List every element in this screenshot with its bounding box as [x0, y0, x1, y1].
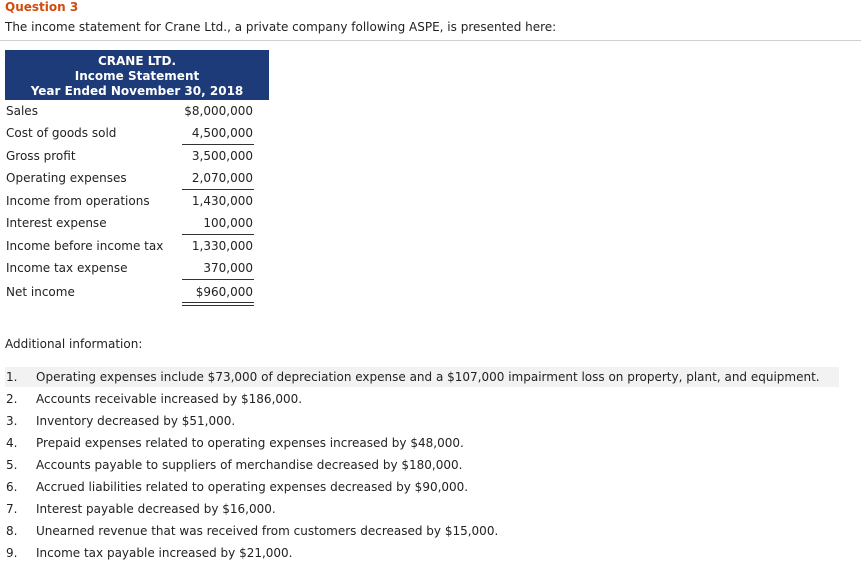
item-text: Inventory decreased by $51,000.	[36, 414, 236, 428]
row-label: Operating expenses	[6, 171, 127, 185]
underline	[182, 144, 254, 145]
item-text: Unearned revenue that was received from customers decreased by $15,000.	[36, 524, 499, 538]
info-item-8	[5, 521, 839, 541]
statement-row-income-from-operations	[6, 191, 256, 211]
row-label: Net income	[6, 285, 75, 299]
row-value: 2,070,000	[191, 171, 253, 185]
row-value: 1,430,000	[191, 194, 253, 208]
item-number: 1.	[6, 370, 18, 384]
item-text: Accounts receivable increased by $186,000.	[36, 392, 303, 406]
underline	[182, 189, 254, 190]
row-label: Income from operations	[6, 194, 150, 208]
row-value: $960,000	[195, 285, 253, 299]
double-underline-bottom	[182, 305, 254, 306]
item-number: 8.	[6, 524, 18, 538]
info-item-5	[5, 455, 839, 475]
item-text: Operating expenses include $73,000 of depreciation expense and a $107,000 impairment loss on property, plant, and equipment.	[36, 370, 820, 384]
row-label: Gross profit	[6, 149, 76, 163]
row-label: Income tax expense	[6, 261, 128, 275]
statement-row-gross-profit	[6, 146, 256, 166]
statement-row-net-income	[6, 282, 256, 302]
row-label: Cost of goods sold	[6, 126, 117, 140]
row-label: Income before income tax	[6, 239, 164, 253]
item-number: 7.	[6, 502, 18, 516]
statement-row-income-tax-expense	[6, 258, 256, 278]
row-value: 4,500,000	[191, 126, 253, 140]
item-number: 4.	[6, 436, 18, 450]
info-item-4	[5, 433, 839, 453]
statement-period: Year Ended November 30, 2018	[30, 84, 244, 98]
info-item-6	[5, 477, 839, 497]
item-text: Accounts payable to suppliers of merchandise decreased by $180,000.	[36, 458, 463, 472]
statement-header	[5, 50, 269, 100]
info-item-2	[5, 389, 839, 409]
double-underline-top	[182, 302, 254, 303]
statement-row-operating-expenses	[6, 168, 256, 188]
statement-row-cogs	[6, 123, 256, 143]
underline	[182, 279, 254, 280]
underline	[182, 234, 254, 235]
row-value: 1,330,000	[191, 239, 253, 253]
row-value: $8,000,000	[184, 104, 253, 118]
item-number: 9.	[6, 546, 18, 560]
additional-info-label: Additional information:	[5, 337, 143, 351]
row-value: 3,500,000	[191, 149, 253, 163]
row-value: 370,000	[203, 261, 253, 275]
row-label: Interest expense	[6, 216, 107, 230]
intro-text: The income statement for Crane Ltd., a private company following ASPE, is presented here:	[5, 20, 557, 34]
statement-row-income-before-tax	[6, 236, 256, 256]
item-text: Interest payable decreased by $16,000.	[36, 502, 276, 516]
item-number: 5.	[6, 458, 18, 472]
item-text: Prepaid expenses related to operating expenses increased by $48,000.	[36, 436, 464, 450]
info-item-1	[5, 367, 839, 387]
item-text: Accrued liabilities related to operating expenses decreased by $90,000.	[36, 480, 469, 494]
company-name: CRANE LTD.	[97, 54, 177, 68]
divider	[0, 40, 861, 41]
statement-row-interest-expense	[6, 213, 256, 233]
item-number: 2.	[6, 392, 18, 406]
info-item-9	[5, 543, 839, 563]
row-value: 100,000	[203, 216, 253, 230]
statement-row-sales	[6, 101, 256, 121]
question-title: Question 3	[5, 0, 79, 14]
item-number: 3.	[6, 414, 18, 428]
statement-title: Income Statement	[74, 69, 200, 83]
info-item-3	[5, 411, 839, 431]
item-text: Income tax payable increased by $21,000.	[36, 546, 293, 560]
info-item-7	[5, 499, 839, 519]
row-label: Sales	[6, 104, 38, 118]
item-number: 6.	[6, 480, 18, 494]
